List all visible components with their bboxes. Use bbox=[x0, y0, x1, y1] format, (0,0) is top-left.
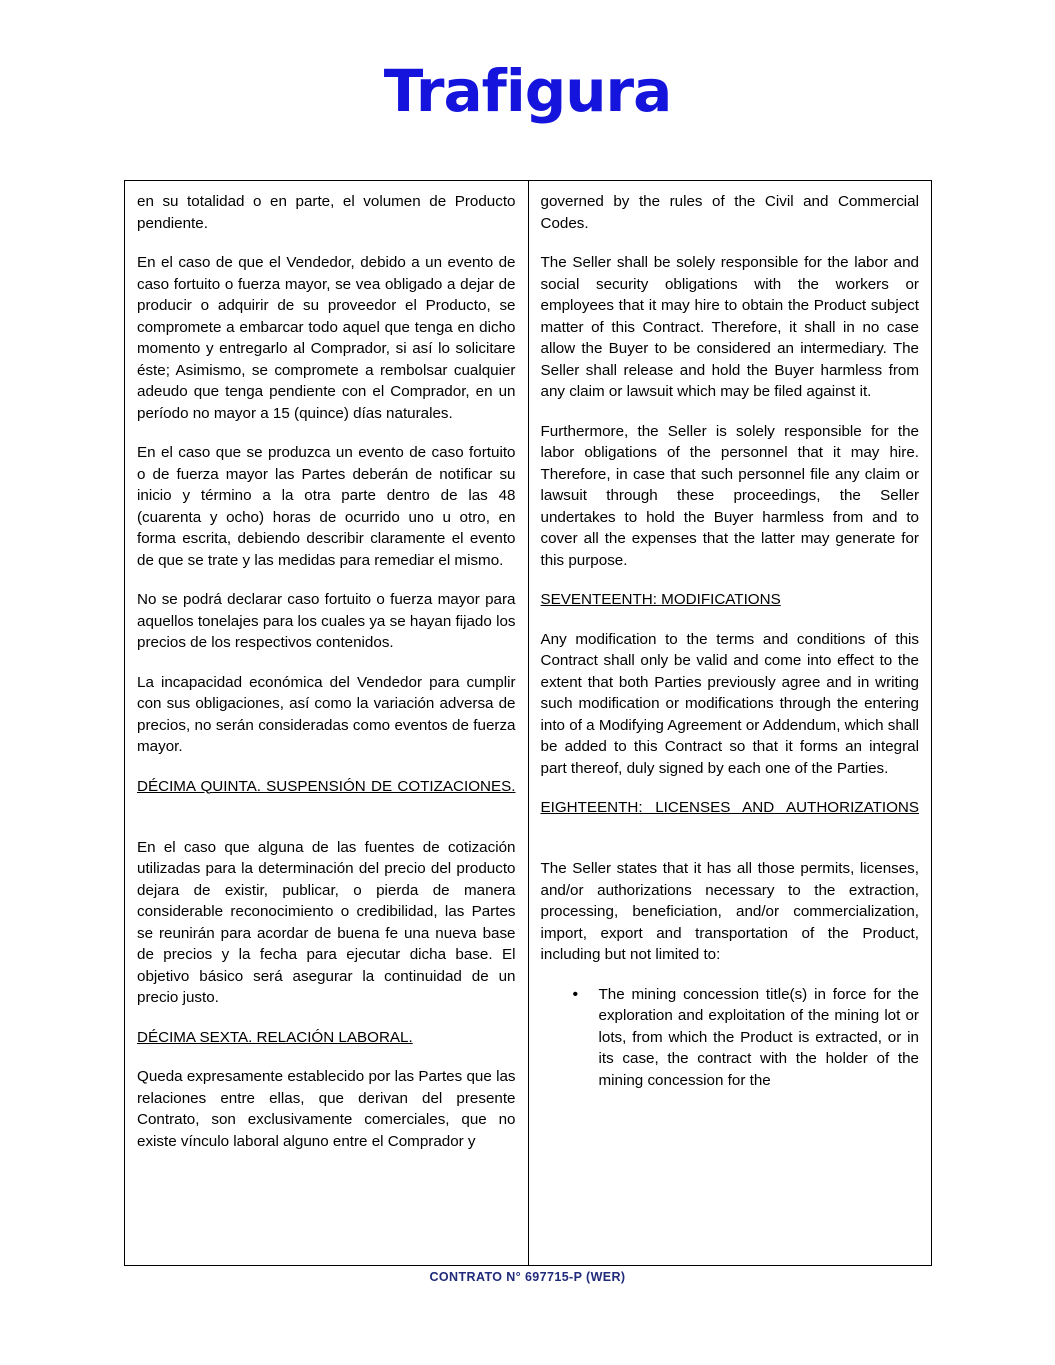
contract-number: CONTRATO N° 697715-P (WER) bbox=[429, 1270, 626, 1284]
paragraph-es-5: La incapacidad económica del Vendedor para cumplir con sus obligaciones, así como la variación adversa de precios, no serán consideradas como eventos de fuerza mayor. bbox=[137, 673, 516, 755]
contract-body-table bbox=[124, 180, 932, 1266]
right-column-cell bbox=[528, 181, 932, 1266]
list-item: • The mining concession title(s) in force for the exploration and exploitation of the mining lot or lots, from which the Product is extracted, or in its case, the contract with the holder of the mining concession for the bbox=[599, 984, 920, 1092]
paragraph-es-4: No se podrá declarar caso fortuito o fuerza mayor para aquellos tonelajes para los cuales ya se hayan fijado los precios de los respectivos contenidos. bbox=[137, 591, 516, 651]
clause-heading-decima-quinta: DÉCIMA QUINTA. SUSPENSIÓN DE COTIZACIONES. bbox=[137, 777, 516, 795]
paragraph-es-6: En el caso que alguna de las fuentes de cotización utilizadas para la determinación del precio del producto dejara de existir, publicar, o pierda de manera considerable reconocimiento o credibilidad, las Partes se reunirán para acordar de buena fe una nueva base de precios y la fecha para ejecutar dicha base. El objetivo básico será asegurar la continuidad de un precio justo. bbox=[137, 838, 516, 1006]
clause-heading-seventeenth: SEVENTEENTH: MODIFICATIONS bbox=[540, 591, 781, 608]
paragraph-en-4: Any modification to the terms and conditions of this Contract shall only be valid and come into effect to the extent that both Parties previously agree and in writing such modification or modifications through the entering into of a Modifying Agreement or Addendum, which shall be added to this Contract so that it forms an integral part thereof, duly signed by each one of the Parties. bbox=[540, 630, 919, 777]
page-footer bbox=[0, 1268, 1055, 1286]
paragraph-en-1: governed by the rules of the Civil and Commercial Codes. bbox=[540, 193, 919, 232]
paragraph-es-1: en su totalidad o en parte, el volumen de Producto pendiente. bbox=[137, 193, 516, 232]
company-logo-header bbox=[0, 0, 1055, 125]
left-column-cell bbox=[125, 181, 529, 1266]
paragraph-en-5: The Seller states that it has all those permits, licenses, and/or authorizations necessary to the extraction, processing, beneficiation, and/or commercialization, import, export and transportation of the Product, including but not limited to: bbox=[540, 860, 919, 963]
paragraph-es-3: En el caso que se produzca un evento de caso fortuito o de fuerza mayor las Partes deberán de notificar su inicio y término a la otra parte dentro de las 48 (cuarenta y ocho) horas de ocurrido uno u otro, en forma escrita, debiendo describir claramente el evento de que se trate y las medidas para remediar el mismo. bbox=[137, 444, 516, 569]
bullet-list bbox=[541, 984, 920, 1092]
clause-heading-decima-sexta: DÉCIMA SEXTA. RELACIÓN LABORAL. bbox=[137, 1028, 413, 1046]
table-row bbox=[125, 181, 932, 1266]
clause-heading-eighteenth: EIGHTEENTH: LICENSES AND AUTHORIZATIONS bbox=[540, 799, 919, 816]
paragraph-es-2: En el caso de que el Vendedor, debido a un evento de caso fortuito o fuerza mayor, se vea obligado a dejar de producir o adquirir de su proveedor el Producto, se compromete a embarcar todo aquel que tenga en dicho momento y entregarlo al Comprador, si así lo solicitare éste; Asimismo, se compromete a rembolsar cualquier adeudo que tenga pendiente con el Comprador, en un período no mayor a 15 (quince) días naturales. bbox=[137, 254, 516, 422]
paragraph-en-3: Furthermore, the Seller is solely responsible for the labor obligations of the personnel that it may hire. Therefore, in case that such personnel file any claim or lawsuit through these proceedings, the Seller undertakes to hold the Buyer harmless from and to cover all the expenses that the latter may generate for this purpose. bbox=[540, 422, 919, 569]
paragraph-es-7: Queda expresamente establecido por las Partes que las relaciones entre ellas, que derivan del presente Contrato, son exclusivamente comerciales, que no existe vínculo laboral alguno entre el Comprador y bbox=[137, 1068, 516, 1150]
two-column-layout-table bbox=[124, 180, 932, 1266]
paragraph-en-2: The Seller shall be solely responsible for the labor and social security obligations with the workers or employees that it may hire to obtain the Product subject matter of this Contract. Therefore, it shall in no case allow the Buyer to be considered an intermediary. The Seller shall release and hold the Buyer harmless from any claim or lawsuit which may be filed against it. bbox=[540, 254, 919, 400]
trafigura-logo: Trafigura bbox=[383, 57, 672, 125]
